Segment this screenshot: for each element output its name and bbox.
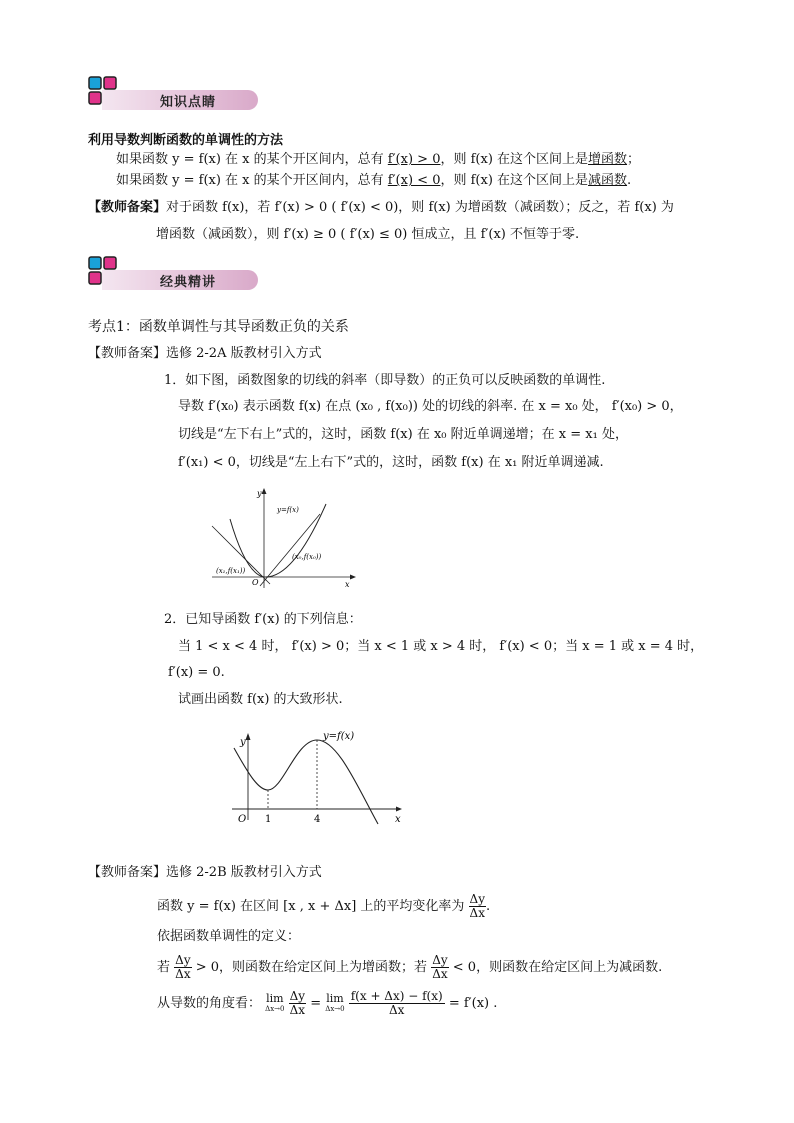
item2-line1: 2．已知导函数 f′(x) 的下列信息： <box>164 612 362 627</box>
item2-line2: 当 1 < x < 4 时， f′(x) > 0；当 x < 1 或 x > 4 时， f′(x) < 0；当 x = 1 或 x = 4 时， <box>178 639 704 654</box>
topic-heading: 考点1：函数单调性与其导函数正负的关系 <box>88 319 349 335</box>
derivative-limit-line: 从导数的角度看： lim Δx→0 $\frac{\Delta y}{\Delta x}$ = lim Δx→0 $\frac{f(x + \Delta x) - f(x)}{\Delta x}$ = f′(x) . <box>157 989 498 1017</box>
curve-label: y=f(x) <box>277 506 299 514</box>
y-axis-label: y <box>257 489 262 498</box>
origin-label: O <box>238 814 247 825</box>
item1-line4: f′(x₁) < 0，切线是“左上右下”式的，这时，函数 f(x) 在 x₁ 附近单调递减. <box>178 455 604 470</box>
section-title: 经典精讲 <box>160 275 217 290</box>
point-x1-label: (x₁,f(x₁)) <box>216 567 246 575</box>
x-axis-label: x <box>395 814 401 825</box>
teacher-note-1-cont: 增函数（减函数），则 f′(x) ≥ 0 ( f′(x) ≤ 0) 恒成立，且 f′(x) 不恒等于零. <box>156 227 580 242</box>
rule-line-increasing: 如果函数 y = f(x) 在 x 的某个开区间内，总有 f′(x) > 0，则 f(x) 在这个区间上是增函数； <box>116 152 641 167</box>
section-title: 知识点睛 <box>160 95 217 110</box>
tangent-slope-graph <box>208 484 368 594</box>
teacher-note-b: 【教师备案】选修 2-2B 版教材引入方式 <box>88 865 322 880</box>
section-banner-knowledge <box>88 76 258 110</box>
teacher-note-1: 【教师备案】对于函数 f(x)，若 f′(x) > 0 ( f′(x) < 0)，则 f(x) 为增函数（减函数）；反之，若 f(x) 为 <box>88 200 674 215</box>
x-axis-label: x <box>345 580 350 589</box>
item2-line3: f′(x) = 0. <box>168 665 225 680</box>
teacher-note-a: 【教师备案】选修 2-2A 版教材引入方式 <box>88 346 322 361</box>
rule-line-decreasing: 如果函数 y = f(x) 在 x 的某个开区间内，总有 f′(x) < 0，则 f(x) 在这个区间上是减函数. <box>116 173 632 188</box>
definition-intro: 依据函数单调性的定义： <box>157 929 301 944</box>
tick-4-label: 4 <box>314 814 321 825</box>
y-axis-label: y <box>240 737 246 748</box>
tick-1-label: 1 <box>265 814 272 825</box>
method-heading: 利用导数判断函数的单调性的方法 <box>88 133 284 148</box>
monotonic-condition-line: 若 $\frac{\Delta y}{\Delta x}$ > 0，则函数在给定区间上为增函数；若 $\frac{\Delta y}{\Delta x}$ < 0，则函数在给定区间上为减函数. <box>157 953 663 981</box>
point-x0-label: (x₀,f(x₀)) <box>292 553 322 561</box>
tangent-line-x0 <box>260 514 320 586</box>
tangent-line-x1 <box>212 526 270 584</box>
item2-line4: 试画出函数 f(x) 的大致形状. <box>178 692 343 707</box>
item1-line1: 1．如下图，函数图象的切线的斜率（即导数）的正负可以反映函数的单调性. <box>164 373 606 388</box>
avg-rate-line: 函数 y = f(x) 在区间 [x , x + Δx] 上的平均变化率为 $\frac{\Delta y}{\Delta x}$ . <box>157 892 491 920</box>
item1-line3: 切线是“左下右上”式的，这时，函数 f(x) 在 x₀ 附近单调递增；在 x = x₁ 处， <box>178 427 628 442</box>
curve-label: y=f(x) <box>323 731 355 742</box>
function-curve <box>234 740 378 824</box>
section-banner-classic <box>88 256 258 290</box>
origin-label: O <box>252 578 259 587</box>
item1-line2: 导数 f′(x₀) 表示函数 f(x) 在点 (x₀ , f(x₀)) 处的切线的斜率. 在 x = x₀ 处， f′(x₀) > 0， <box>178 399 683 414</box>
function-shape-graph <box>228 728 408 828</box>
